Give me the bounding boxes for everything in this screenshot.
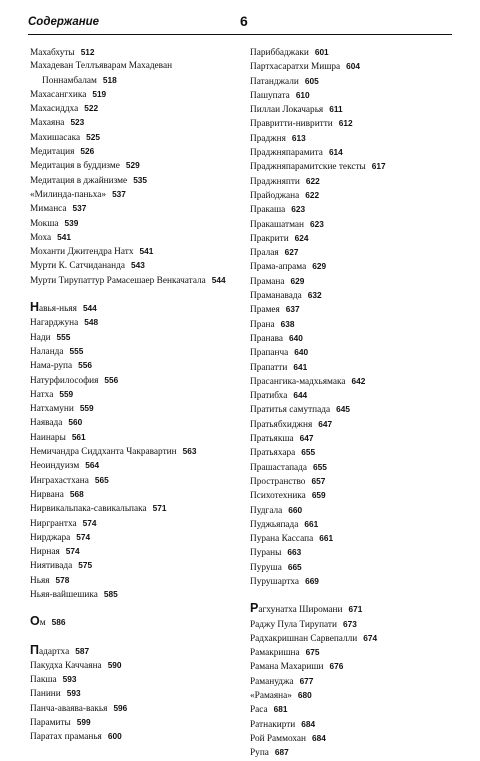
index-entry [250, 218, 465, 232]
entry-term: Махишасака [30, 132, 81, 143]
entry-term: Пранава [250, 333, 283, 344]
section-gap [30, 602, 245, 615]
entry-page-number: 575 [78, 560, 93, 571]
entry-term: Панини [30, 689, 61, 700]
entry-term: Пакша [30, 675, 57, 686]
section-gap [30, 631, 245, 644]
entry-term: Пратьякша [250, 434, 294, 445]
entry-term: Ньяя-вайшешика [30, 589, 98, 600]
entry-term: Нирная [30, 547, 60, 558]
entry-page-number: 556 [104, 374, 119, 385]
index-entry [250, 103, 465, 117]
entry-term: Пракаша [250, 205, 286, 216]
entry-term: Пракрити [250, 233, 289, 244]
entry-term: Рамануджа [250, 676, 294, 687]
entry-page-number: 681 [273, 704, 288, 715]
index-entry [250, 275, 465, 289]
index-entry [30, 673, 245, 687]
entry-page-number: 684 [312, 732, 326, 743]
entry-page-number: 675 [305, 647, 320, 658]
entry-term: Пураны [250, 548, 282, 559]
index-entry [30, 60, 245, 88]
entry-term: Прана [250, 319, 275, 330]
index-entry [250, 246, 465, 260]
entry-page-number: 644 [293, 390, 308, 401]
entry-page-number: 655 [301, 447, 316, 458]
entry-page-number: 623 [291, 204, 306, 215]
index-entry [250, 732, 465, 746]
entry-term: Пракашатман [250, 219, 305, 230]
entry-term: Мокша [30, 218, 59, 229]
entry-term: Радхакришнан Сарвепалли [250, 633, 358, 644]
page-number: 6 [240, 13, 248, 29]
entry-page-number: 657 [311, 475, 326, 486]
index-entry [250, 60, 465, 74]
section-initial-letter: Н [30, 300, 40, 315]
entry-term: Пратьяхара [250, 448, 296, 459]
index-entry [250, 89, 465, 103]
index-entry [30, 188, 245, 202]
entry-page-number: 559 [79, 403, 94, 414]
index-entry [30, 274, 245, 288]
entry-page-number: 574 [65, 546, 80, 557]
entry-page-number: 665 [287, 561, 302, 572]
entry-page-number: 645 [336, 404, 350, 415]
entry-term: Мурти К. Сатчидананда [30, 261, 126, 272]
entry-page-number: 680 [297, 690, 312, 701]
index-entry [30, 588, 245, 602]
index-entry [30, 46, 245, 60]
entry-term: Прамана [250, 276, 285, 287]
entry-page-number: 585 [103, 588, 118, 599]
index-entry [30, 217, 245, 231]
index-entry [250, 332, 465, 346]
index-entry [250, 489, 465, 503]
index-entry [30, 259, 245, 273]
entry-term: Нама-рупа [30, 361, 73, 372]
entry-term: Пралая [250, 248, 279, 259]
index-entry [30, 445, 245, 459]
entry-page-number: 599 [76, 717, 91, 728]
entry-term: Прасангика-мадхьямака [250, 376, 346, 387]
index-entry [250, 475, 465, 489]
entry-page-number: 574 [82, 517, 97, 528]
index-entry [250, 117, 465, 131]
entry-term: Немичандра Сиддханта Чакравартин [30, 447, 177, 458]
index-entry [250, 703, 465, 717]
entry-page-number: 641 [293, 361, 308, 372]
section-gap [250, 589, 465, 602]
index-entry [250, 518, 465, 532]
entry-term: Пространство [250, 476, 306, 487]
entry-term: Неоиндуизм [30, 461, 80, 472]
entry-term: Прама-апрама [250, 262, 307, 273]
entry-term: Ратнакирти [250, 719, 296, 730]
entry-term: Праджняпти [250, 176, 300, 187]
entry-term: Ньяя [30, 575, 50, 586]
entry-page-number: 611 [329, 104, 343, 115]
entry-page-number: 590 [107, 659, 122, 670]
page-header [28, 12, 452, 35]
entry-term: Праджняпарамитские тексты [250, 162, 366, 173]
entry-term: Парамиты [30, 718, 71, 729]
index-entry [30, 659, 245, 673]
index-entry [250, 746, 465, 760]
entry-term: Натурфилософия [30, 375, 99, 386]
index-entry [250, 160, 465, 174]
entry-page-number: 624 [294, 232, 309, 243]
entry-term: Раса [250, 705, 268, 716]
index-entry [30, 545, 245, 559]
entry-term: Моханти Джитендра Натх [30, 247, 134, 258]
entry-page-number: 559 [59, 388, 74, 399]
entry-page-number: 661 [304, 518, 319, 529]
index-entry [30, 245, 245, 259]
entry-term: Пашупата [250, 90, 290, 101]
section-initial-letter: П [30, 642, 39, 657]
entry-page-number: 544 [211, 274, 226, 285]
entry-term: Мурти Тирупаттур Рамасешаер Венкачатала [30, 275, 206, 286]
index-entry [250, 689, 465, 703]
index-entry [250, 504, 465, 518]
index-entry [30, 702, 245, 716]
entry-page-number: 622 [305, 175, 320, 186]
entry-term: Правритти-нивритти [250, 119, 333, 130]
entry-term [30, 300, 77, 315]
index-entry [250, 561, 465, 575]
index-entry [250, 289, 465, 303]
entry-term: Натха [30, 389, 54, 400]
entry-term: Пурушартха [250, 576, 300, 587]
index-entry [30, 687, 245, 701]
index-entry [30, 174, 245, 188]
index-entry [250, 403, 465, 417]
entry-term: Прамея [250, 305, 280, 316]
entry-page-number: 541 [57, 231, 71, 242]
entry-page-number: 529 [125, 160, 140, 171]
index-entry [250, 232, 465, 246]
entry-term: Праджня [250, 133, 286, 144]
entry-term: Пиллаи Локачарья [250, 105, 324, 116]
entry-page-number: 543 [131, 260, 145, 271]
index-entry [250, 389, 465, 403]
entry-page-number: 519 [92, 88, 107, 99]
index-entry [30, 730, 245, 744]
index-entry [250, 75, 465, 89]
entry-page-number: 637 [285, 304, 300, 315]
entry-term: Ниятивада [30, 561, 73, 572]
entry-page-number: 601 [314, 47, 329, 57]
entry-term [250, 601, 343, 616]
section-gap [30, 288, 245, 301]
entry-page-number: 587 [75, 645, 90, 656]
index-entry [30, 716, 245, 730]
section-initial-letter: О [30, 614, 40, 629]
index-entry [30, 359, 245, 373]
entry-page-number: 565 [94, 474, 109, 485]
entry-page-number: 604 [346, 61, 361, 72]
entry-page-number: 560 [68, 417, 83, 428]
index-entry [250, 303, 465, 317]
entry-page-number: 659 [311, 490, 326, 501]
entry-page-number: 593 [66, 688, 81, 699]
entry-term: Медитация в буддизме [30, 161, 120, 172]
entry-page-number: 605 [304, 75, 319, 86]
index-entry [30, 644, 245, 659]
index-entry [250, 660, 465, 674]
entry-page-number: 676 [329, 661, 344, 672]
index-entry [250, 146, 465, 160]
index-entry [30, 316, 245, 330]
entry-page-number: 555 [69, 345, 84, 356]
index-entry [250, 189, 465, 203]
entry-term: Наинары [30, 432, 66, 443]
entry-page-number: 523 [70, 117, 85, 128]
entry-page-number: 640 [294, 347, 309, 358]
index-entry [30, 402, 245, 416]
entry-page-number: 537 [112, 188, 126, 199]
entry-term: Наявада [30, 418, 63, 429]
entry-page-number: 614 [328, 147, 343, 158]
index-entry [250, 132, 465, 146]
entry-term [30, 642, 70, 657]
entry-term: Пратьябхиджня [250, 419, 313, 430]
entry-page-number: 568 [69, 488, 84, 499]
entry-term: Наланда [30, 346, 64, 357]
index-entry [30, 202, 245, 216]
index-entry [250, 718, 465, 732]
entry-page-number: 629 [290, 275, 305, 286]
entry-term: Пуруша [250, 562, 282, 573]
entry-term: Махадеван Теллъяварам Махадеван Поннамбалам [30, 61, 173, 86]
entry-page-number: 671 [348, 604, 363, 615]
index-entry [30, 145, 245, 159]
entry-term: Праджняпарамита [250, 148, 323, 159]
index-entry [250, 260, 465, 274]
index-entry [30, 388, 245, 402]
entry-page-number: 647 [299, 433, 314, 444]
entry-page-number: 610 [295, 89, 310, 100]
entry-term: Медитация [30, 147, 75, 158]
entry-term: Психотехника [250, 491, 306, 502]
index-entry [250, 461, 465, 475]
entry-term: Пратитья самутпада [250, 405, 331, 416]
index-entry [250, 546, 465, 560]
section-initial-letter: Р [250, 601, 259, 616]
entry-page-number: 512 [80, 47, 95, 57]
entry-term: Нагарджуна [30, 318, 79, 329]
index-entry [30, 102, 245, 116]
entry-term: Прапатти [250, 362, 288, 373]
entry-term: Пудгала [250, 505, 283, 516]
index-entry [30, 559, 245, 573]
entry-term-rest: авья-ньяя [39, 304, 77, 315]
entry-page-number: 593 [62, 674, 77, 685]
entry-page-number: 661 [319, 533, 334, 544]
index-entry [30, 531, 245, 545]
entry-page-number: 518 [102, 74, 117, 85]
entry-term: Рой Раммохан [250, 733, 306, 744]
index-column-right [250, 46, 465, 761]
index-entry [250, 602, 465, 617]
entry-page-number: 555 [56, 331, 71, 342]
entry-term: Махабхуты [30, 48, 75, 58]
entry-term: Пратибха [250, 391, 288, 402]
index-entry [30, 574, 245, 588]
entry-page-number: 526 [80, 146, 95, 157]
entry-term: Пакудха Каччаяна [30, 660, 102, 671]
index-entry [30, 502, 245, 516]
entry-page-number: 655 [313, 461, 327, 472]
entry-term: «Милинда-паньха» [30, 189, 107, 200]
entry-term: Пурана Кассапа [250, 534, 314, 545]
entry-page-number: 640 [288, 332, 303, 343]
index-entry [30, 416, 245, 430]
entry-page-number: 623 [310, 218, 324, 229]
index-entry [30, 459, 245, 473]
index-entry [30, 374, 245, 388]
index-entry [30, 615, 245, 630]
entry-page-number: 677 [299, 675, 314, 686]
entry-page-number: 647 [318, 418, 333, 429]
entry-page-number: 642 [351, 375, 366, 386]
entry-page-number: 629 [312, 261, 327, 272]
entry-page-number: 571 [152, 503, 167, 514]
index-entry [30, 301, 245, 316]
entry-term: Нирджара [30, 532, 71, 543]
entry-page-number: 563 [182, 446, 197, 457]
entry-page-number: 617 [371, 161, 386, 172]
index-entry [250, 203, 465, 217]
index-entry [30, 431, 245, 445]
index-entry [250, 46, 465, 60]
entry-term: Махасангхика [30, 89, 87, 100]
entry-page-number: 564 [85, 460, 100, 471]
entry-term: «Рамаяна» [250, 691, 292, 702]
index-entry [250, 618, 465, 632]
entry-page-number: 561 [71, 431, 86, 442]
index-entry [250, 675, 465, 689]
entry-term: Раджу Пула Тирупати [250, 619, 337, 630]
index-entry [30, 331, 245, 345]
index-entry [250, 375, 465, 389]
index-entry [250, 361, 465, 375]
entry-term: Миманса [30, 204, 67, 215]
index-entry [250, 575, 465, 589]
index-entry [250, 632, 465, 646]
index-entry [30, 116, 245, 130]
entry-term: Нади [30, 332, 51, 343]
index-entry [30, 159, 245, 173]
entry-term: Инграхастхана [30, 475, 89, 486]
entry-term: Нирвана [30, 489, 64, 500]
entry-term: Ниргрантха [30, 518, 77, 529]
entry-term: Партхасаратхи Мишра [250, 62, 341, 73]
index-entry [250, 346, 465, 360]
entry-page-number: 613 [291, 132, 306, 143]
entry-term: Прапанча [250, 348, 289, 359]
index-entry [30, 131, 245, 145]
index-entry [30, 517, 245, 531]
entry-term: Рупа [250, 748, 269, 759]
entry-term: Пуджьяпада [250, 519, 299, 530]
entry-page-number: 687 [274, 747, 289, 758]
entry-page-number: 638 [280, 318, 295, 329]
index-entry [250, 646, 465, 660]
entry-term: Панча-аваява-вакья [30, 703, 108, 714]
entry-term: Медитация в джайнизме [30, 175, 128, 186]
entry-term: Моха [30, 232, 52, 243]
entry-page-number: 632 [307, 290, 322, 301]
entry-page-number: 522 [84, 103, 99, 114]
entry-page-number: 669 [305, 575, 319, 586]
index-entry [250, 418, 465, 432]
entry-page-number: 600 [107, 731, 122, 742]
entry-term-rest: агхунатха Широмани [258, 605, 343, 616]
entry-page-number: 556 [78, 360, 93, 371]
index-entry [30, 488, 245, 502]
entry-page-number: 663 [287, 547, 302, 558]
index-column-left [30, 46, 245, 745]
entry-term-rest: адартха [38, 646, 70, 657]
entry-term: Рамана Махариши [250, 662, 324, 673]
index-entry [250, 432, 465, 446]
entry-page-number: 541 [139, 246, 154, 257]
entry-page-number: 586 [51, 617, 66, 628]
index-entry [30, 474, 245, 488]
entry-term: Прашастапада [250, 462, 308, 473]
entry-page-number: 535 [133, 174, 148, 185]
entry-term-rest: м [39, 618, 46, 629]
entry-term [30, 614, 46, 629]
entry-page-number: 627 [284, 247, 299, 258]
entry-term: Патанджали [250, 76, 299, 87]
entry-term: Натхамуни [30, 404, 74, 415]
entry-page-number: 674 [363, 632, 378, 643]
entry-page-number: 525 [86, 131, 101, 142]
entry-term: Махасиддха [30, 104, 79, 115]
index-entry [30, 88, 245, 102]
entry-term: Праманавада [250, 291, 302, 302]
index-entry [30, 345, 245, 359]
entry-term: Махаяна [30, 118, 65, 129]
entry-page-number: 544 [82, 303, 97, 314]
entry-term: Париббаджаки [250, 48, 309, 58]
entry-term: Паратах праманья [30, 732, 102, 743]
entry-term: Рамакришна [250, 648, 300, 659]
index-entry [250, 175, 465, 189]
entry-page-number: 574 [76, 531, 91, 542]
entry-page-number: 578 [55, 574, 70, 585]
entry-page-number: 660 [288, 504, 303, 515]
entry-term: Прайоджана [250, 190, 300, 201]
page-title: Содержание [28, 16, 100, 28]
entry-page-number: 537 [72, 203, 87, 214]
entry-term: Нирвикальпака-савикальпака [30, 504, 147, 515]
index-entry [250, 532, 465, 546]
entry-page-number: 622 [305, 189, 320, 200]
entry-page-number: 548 [84, 317, 99, 328]
entry-page-number: 539 [64, 217, 79, 228]
entry-page-number: 684 [301, 718, 316, 729]
entry-page-number: 596 [113, 702, 128, 713]
entry-page-number: 673 [342, 618, 357, 629]
index-entry [250, 446, 465, 460]
entry-page-number: 612 [338, 118, 353, 129]
index-entry [250, 318, 465, 332]
index-entry [30, 231, 245, 245]
